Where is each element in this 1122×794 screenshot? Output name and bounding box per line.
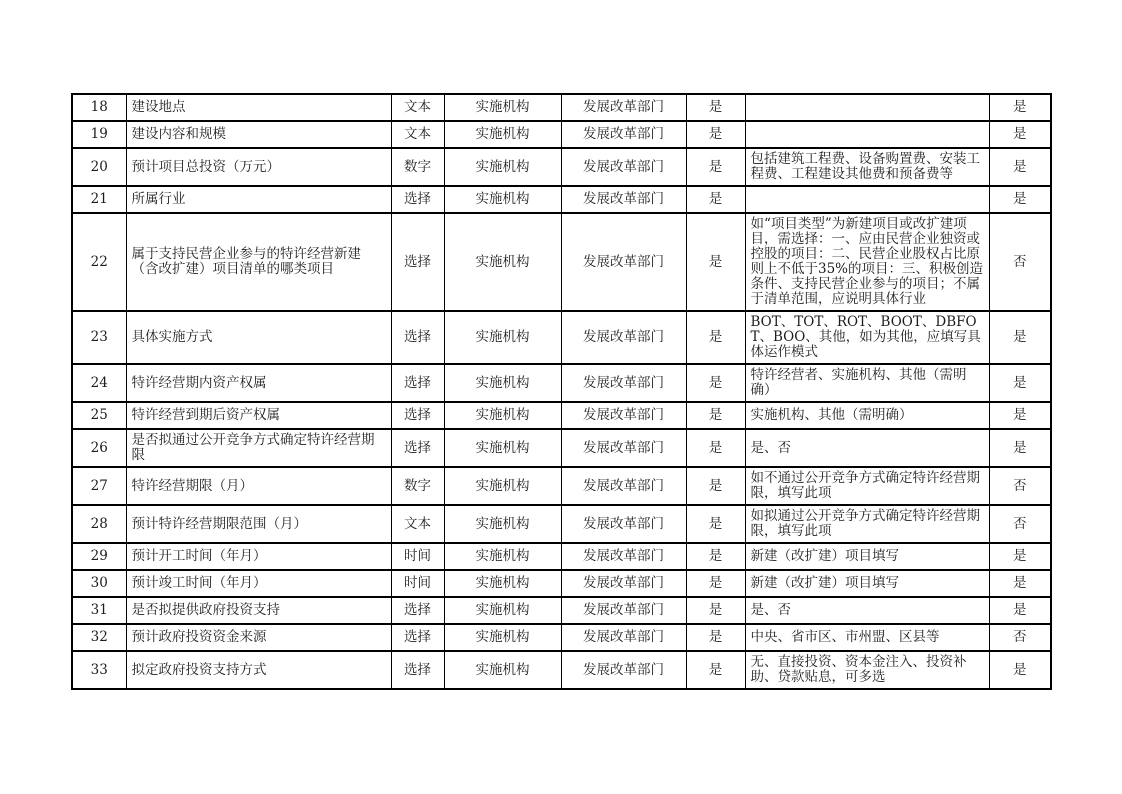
required-cell: 是: [686, 94, 745, 121]
table-row: [72, 651, 1051, 689]
review-dept-cell: 发展改革部门: [561, 121, 686, 148]
flag-cell: 是: [989, 570, 1051, 597]
review-dept-cell: 发展改革部门: [561, 543, 686, 570]
note-cell: 无、直接投资、资本金注入、投资补助、贷款贴息，可多选: [745, 651, 989, 689]
field-type-cell: 选择: [391, 364, 444, 402]
table-row: [72, 402, 1051, 429]
field-type-cell: 选择: [391, 213, 444, 311]
item-name-cell: 所属行业: [126, 186, 391, 213]
row-number-cell: 25: [72, 402, 126, 429]
flag-cell: 否: [989, 505, 1051, 543]
field-type-cell: 数字: [391, 467, 444, 505]
table-row: [72, 364, 1051, 402]
field-type-cell: 选择: [391, 402, 444, 429]
item-name-cell: 建设地点: [126, 94, 391, 121]
implementing-org-cell: 实施机构: [444, 213, 561, 311]
item-name-cell: 是否拟提供政府投资支持: [126, 597, 391, 624]
row-number-cell: 26: [72, 429, 126, 467]
flag-cell: 是: [989, 597, 1051, 624]
required-cell: 是: [686, 597, 745, 624]
review-dept-cell: 发展改革部门: [561, 429, 686, 467]
table-row: [72, 570, 1051, 597]
field-type-cell: 文本: [391, 121, 444, 148]
field-type-cell: 文本: [391, 94, 444, 121]
implementing-org-cell: 实施机构: [444, 429, 561, 467]
item-name-cell: 拟定政府投资支持方式: [126, 651, 391, 689]
field-type-cell: 文本: [391, 505, 444, 543]
item-name-cell: 预计竣工时间（年月）: [126, 570, 391, 597]
row-number-cell: 27: [72, 467, 126, 505]
row-number-cell: 24: [72, 364, 126, 402]
table-row: [72, 148, 1051, 186]
review-dept-cell: 发展改革部门: [561, 467, 686, 505]
item-name-cell: 特许经营期限（月）: [126, 467, 391, 505]
note-cell: [745, 94, 989, 121]
field-type-cell: 数字: [391, 148, 444, 186]
table-row: [72, 597, 1051, 624]
note-cell: 实施机构、其他（需明确）: [745, 402, 989, 429]
required-cell: 是: [686, 402, 745, 429]
table-body: [72, 94, 1051, 689]
field-type-cell: 选择: [391, 186, 444, 213]
required-cell: 是: [686, 505, 745, 543]
note-cell: [745, 121, 989, 148]
flag-cell: 是: [989, 94, 1051, 121]
note-cell: 中央、省市区、市州盟、区县等: [745, 624, 989, 651]
flag-cell: 是: [989, 121, 1051, 148]
note-cell: 新建（改扩建）项目填写: [745, 543, 989, 570]
note-cell: [745, 186, 989, 213]
flag-cell: 是: [989, 364, 1051, 402]
row-number-cell: 23: [72, 311, 126, 364]
flag-cell: 是: [989, 402, 1051, 429]
required-cell: 是: [686, 570, 745, 597]
table-row: [72, 505, 1051, 543]
implementing-org-cell: 实施机构: [444, 467, 561, 505]
implementing-org-cell: 实施机构: [444, 543, 561, 570]
flag-cell: 是: [989, 186, 1051, 213]
review-dept-cell: 发展改革部门: [561, 402, 686, 429]
row-number-cell: 21: [72, 186, 126, 213]
note-cell: 包括建筑工程费、设备购置费、安装工程费、工程建设其他费和预备费等: [745, 148, 989, 186]
required-cell: 是: [686, 651, 745, 689]
note-cell: 如拟通过公开竞争方式确定特许经营期限，填写此项: [745, 505, 989, 543]
implementing-org-cell: 实施机构: [444, 570, 561, 597]
flag-cell: 否: [989, 213, 1051, 311]
table-row: [72, 121, 1051, 148]
item-name-cell: 具体实施方式: [126, 311, 391, 364]
table-row: [72, 186, 1051, 213]
review-dept-cell: 发展改革部门: [561, 624, 686, 651]
flag-cell: 是: [989, 543, 1051, 570]
item-name-cell: 特许经营到期后资产权属: [126, 402, 391, 429]
flag-cell: 是: [989, 429, 1051, 467]
review-dept-cell: 发展改革部门: [561, 505, 686, 543]
note-cell: 是、否: [745, 597, 989, 624]
table-row: [72, 311, 1051, 364]
row-number-cell: 19: [72, 121, 126, 148]
row-number-cell: 18: [72, 94, 126, 121]
flag-cell: 否: [989, 624, 1051, 651]
review-dept-cell: 发展改革部门: [561, 651, 686, 689]
flag-cell: 否: [989, 467, 1051, 505]
required-cell: 是: [686, 429, 745, 467]
review-dept-cell: 发展改革部门: [561, 570, 686, 597]
note-cell: 如不通过公开竞争方式确定特许经营期限，填写此项: [745, 467, 989, 505]
item-name-cell: 是否拟通过公开竞争方式确定特许经营期限: [126, 429, 391, 467]
field-type-cell: 选择: [391, 597, 444, 624]
required-cell: 是: [686, 467, 745, 505]
required-cell: 是: [686, 186, 745, 213]
item-name-cell: 预计项目总投资（万元）: [126, 148, 391, 186]
implementing-org-cell: 实施机构: [444, 402, 561, 429]
table-row: [72, 624, 1051, 651]
row-number-cell: 29: [72, 543, 126, 570]
review-dept-cell: 发展改革部门: [561, 94, 686, 121]
item-name-cell: 属于支持民营企业参与的特许经营新建（含改扩建）项目清单的哪类项目: [126, 213, 391, 311]
implementing-org-cell: 实施机构: [444, 148, 561, 186]
row-number-cell: 28: [72, 505, 126, 543]
implementing-org-cell: 实施机构: [444, 186, 561, 213]
flag-cell: 是: [989, 311, 1051, 364]
table-row: [72, 213, 1051, 311]
required-cell: 是: [686, 311, 745, 364]
implementing-org-cell: 实施机构: [444, 597, 561, 624]
required-cell: 是: [686, 121, 745, 148]
flag-cell: 是: [989, 651, 1051, 689]
required-cell: 是: [686, 148, 745, 186]
row-number-cell: 22: [72, 213, 126, 311]
note-cell: 新建（改扩建）项目填写: [745, 570, 989, 597]
field-type-cell: 选择: [391, 624, 444, 651]
review-dept-cell: 发展改革部门: [561, 213, 686, 311]
field-type-cell: 时间: [391, 543, 444, 570]
item-name-cell: 特许经营期内资产权属: [126, 364, 391, 402]
row-number-cell: 20: [72, 148, 126, 186]
implementing-org-cell: 实施机构: [444, 651, 561, 689]
row-number-cell: 30: [72, 570, 126, 597]
table-row: [72, 467, 1051, 505]
note-cell: 特许经营者、实施机构、其他（需明确）: [745, 364, 989, 402]
item-name-cell: 预计开工时间（年月）: [126, 543, 391, 570]
flag-cell: 是: [989, 148, 1051, 186]
implementing-org-cell: 实施机构: [444, 94, 561, 121]
row-number-cell: 33: [72, 651, 126, 689]
field-type-cell: 选择: [391, 651, 444, 689]
required-cell: 是: [686, 213, 745, 311]
implementing-org-cell: 实施机构: [444, 364, 561, 402]
implementing-org-cell: 实施机构: [444, 624, 561, 651]
implementing-org-cell: 实施机构: [444, 121, 561, 148]
required-cell: 是: [686, 624, 745, 651]
row-number-cell: 32: [72, 624, 126, 651]
review-dept-cell: 发展改革部门: [561, 364, 686, 402]
implementing-org-cell: 实施机构: [444, 505, 561, 543]
item-name-cell: 建设内容和规模: [126, 121, 391, 148]
field-type-cell: 时间: [391, 570, 444, 597]
note-cell: BOT、TOT、ROT、BOOT、DBFOT、BOO、其他，如为其他，应填写具体运作模式: [745, 311, 989, 364]
required-cell: 是: [686, 364, 745, 402]
implementing-org-cell: 实施机构: [444, 311, 561, 364]
table-row: [72, 94, 1051, 121]
item-name-cell: 预计特许经营期限范围（月）: [126, 505, 391, 543]
required-cell: 是: [686, 543, 745, 570]
table-row: [72, 543, 1051, 570]
note-cell: 如“项目类型”为新建项目或改扩建项目，需选择：一、应由民营企业独资或控股的项目：二、民营企业股权占比原则上不低于35%的项目：三、积极创造条件、支持民营企业参与的项目；不属于清单范围，应说明具体行业: [745, 213, 989, 311]
row-number-cell: 31: [72, 597, 126, 624]
field-type-cell: 选择: [391, 311, 444, 364]
note-cell: 是、否: [745, 429, 989, 467]
review-dept-cell: 发展改革部门: [561, 148, 686, 186]
review-dept-cell: 发展改革部门: [561, 311, 686, 364]
table-row: [72, 429, 1051, 467]
data-table: [71, 93, 1052, 690]
review-dept-cell: 发展改革部门: [561, 597, 686, 624]
field-type-cell: 选择: [391, 429, 444, 467]
item-name-cell: 预计政府投资资金来源: [126, 624, 391, 651]
review-dept-cell: 发展改革部门: [561, 186, 686, 213]
